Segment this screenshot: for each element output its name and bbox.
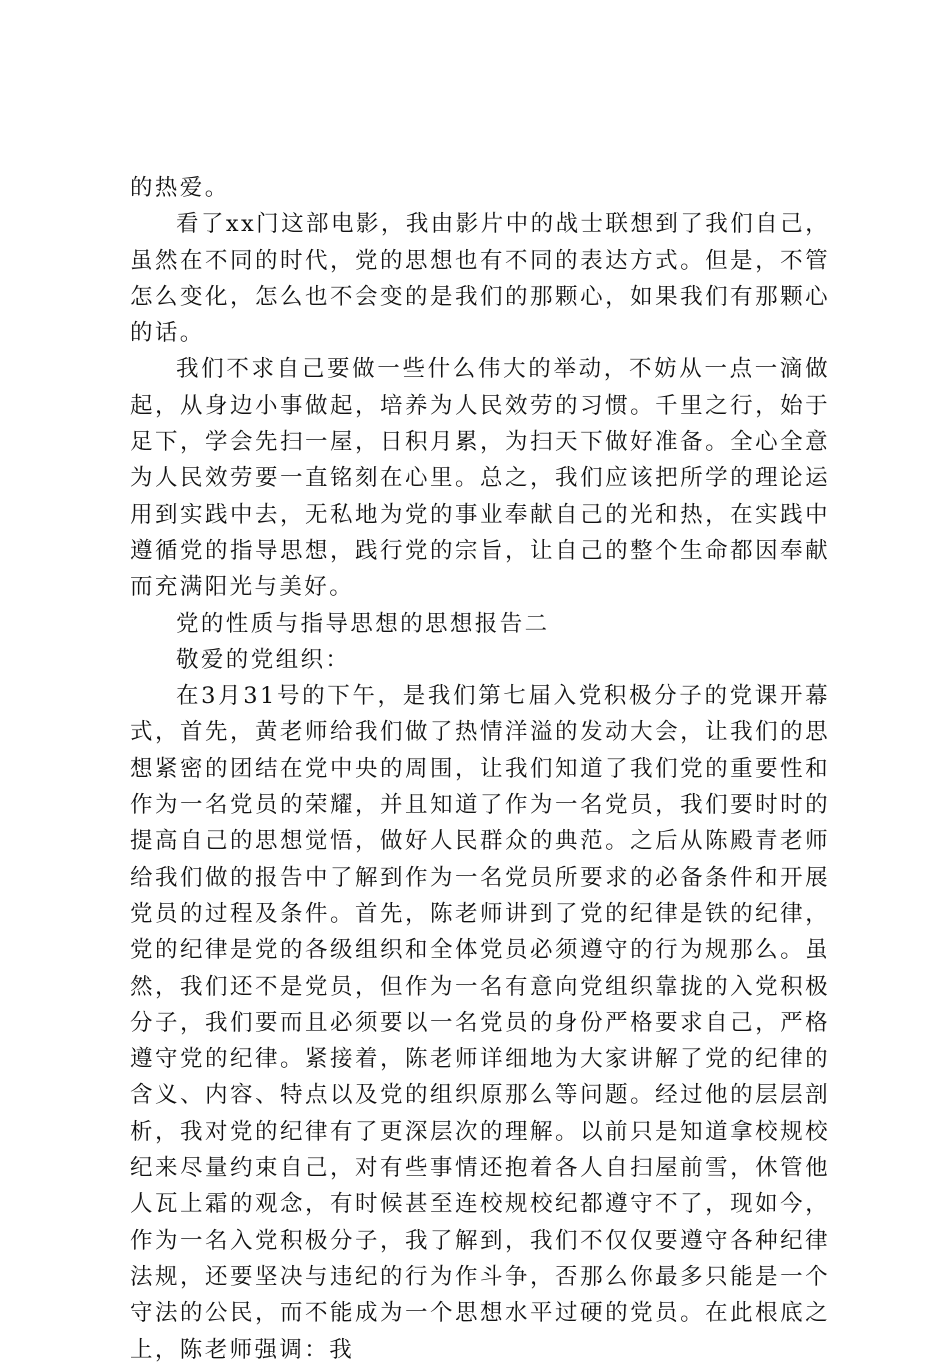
paragraph-movie-reflection: 看了xx门这部电影，我由影片中的战士联想到了我们自己，虽然在不同的时代，党的思想也有不同的表达方式。但是，不管怎么变化，怎么也不会变的是我们的那颗心，如果我们有那颗心的话。 [130,211,830,347]
paragraph-party-lecture: 在3月31号的下午，是我们第七届入党积极分子的党课开幕式，首先，黄老师给我们做了热情洋溢的发动大会，让我们的思想紧密的团结在党中央的周围，让我们知道了我们党的重要性和作为一名党员的荣耀，并且知道了作为一名党员，我们要时时的提高自己的思想觉悟，做好人民群众的典范。之后从陈殿青老师给我们做的报告中了解到作为一名党员所要求的必备条件和开展党员的过程及条件。首先，陈老师讲到了党的纪律是铁的纪律，党的纪律是党的各级组织和全体党员必须遵守的行为规那么。虽然，我们还不是党员，但作为一名有意向党组织靠拢的入党积极分子，我们要而且必须要以一名党员的身份严格要求自己，严格遵守党的纪律。紧接着，陈老师详细地为大家讲解了党的纪律的含义、内容、特点以及党的组织原那么等问题。经过他的层层剖析，我对党的纪律有了更深层次的理解。以前只是知道拿校规校纪来尽量约束自己，对有些事情还抱着各人自扫屋前雪，休管他人瓦上霜的观念，有时候甚至连校规校纪都遵守不了，现如今，作为一名入党积极分子，我了解到，我们不仅仅要遵守各种纪律法规，还要坚决与违纪的行为作斗争，否那么你最多只能是一个守法的公民，而不能成为一个思想水平过硬的党员。在此根底之上，陈老师强调：我 [130,683,830,1363]
paragraph-small-deeds: 我们不求自己要做一些什么伟大的举动，不妨从一点一滴做起，从身边小事做起，培养为人民效劳的习惯。千里之行，始于足下，学会先扫一屋，日积月累，为扫天下做好准备。全心全意为人民效劳要一直铭刻在心里。总之，我们应该把所学的理论运用到实践中去，无私地为党的事业奉献自己的光和热，在实践中遵循党的指导思想，践行党的宗旨，让自己的整个生命都因奉献而充满阳光与美好。 [130,356,830,601]
salutation: 敬爱的党组织： [176,646,351,673]
document-body [130,170,830,1368]
report-heading: 党的性质与指导思想的思想报告二 [176,610,550,637]
paragraph-continuation: 的热爱。 [130,175,230,201]
